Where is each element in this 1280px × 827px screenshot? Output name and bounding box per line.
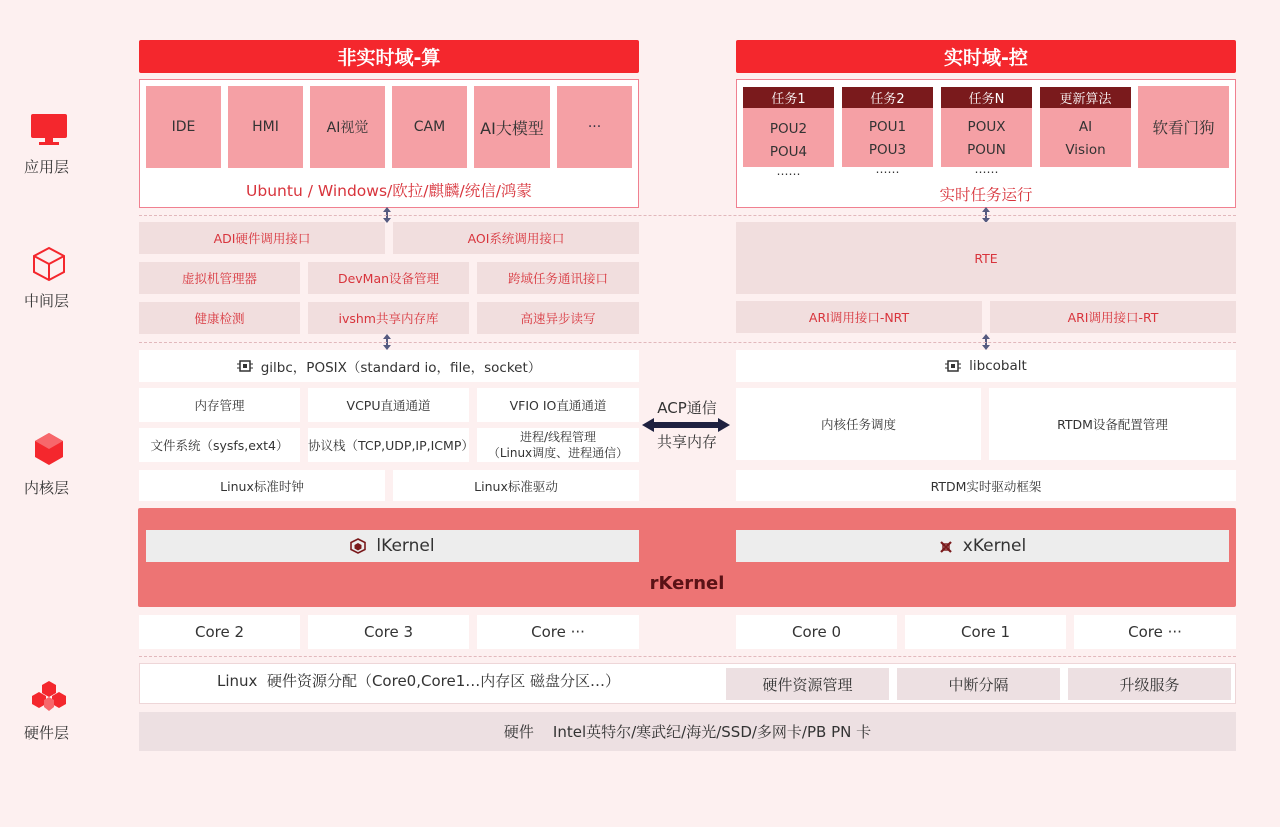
non-realtime-domain-header: 非实时域-算 xyxy=(139,40,639,73)
cubes-cluster-icon xyxy=(28,680,70,712)
app-layer-label: 应用层 xyxy=(24,158,70,176)
hardware-box: 硬件 Intel英特尔/寒武纪/海光/SSD/多网卡/PB PN 卡 xyxy=(139,712,1236,751)
kernel-box: RTDM设备配置管理 xyxy=(989,388,1236,460)
ari-box: ARI调用接口-RT xyxy=(990,301,1236,333)
task-item: POUN xyxy=(967,142,1006,158)
cube-outline-icon xyxy=(32,246,66,282)
mw-box: ivshm共享内存库 xyxy=(308,302,469,334)
rkernel-label: rKernel xyxy=(649,572,725,594)
task-item: POUX xyxy=(967,119,1006,135)
kernel-box: VFIO IO直通通道 xyxy=(477,388,639,422)
hw-service-box: 升级服务 xyxy=(1068,668,1231,700)
task-item: POU2 xyxy=(769,121,808,137)
process-mgmt-label: 进程/线程管理 xyxy=(519,430,597,444)
app-tile: AI视觉 xyxy=(310,86,385,168)
app-tile: IDE xyxy=(146,86,221,168)
kernel-box: 协议栈（TCP,UDP,IP,ICMP） xyxy=(308,428,469,462)
kernel-box: 内存管理 xyxy=(139,388,300,422)
hw-service-box: 硬件资源管理 xyxy=(726,668,889,700)
acp-label: ACP通信 xyxy=(657,398,717,417)
libc-box xyxy=(139,350,639,382)
realtime-domain-header: 实时域-控 xyxy=(736,40,1236,73)
task-item: Vision xyxy=(1065,142,1106,158)
mw-box: 虚拟机管理器 xyxy=(139,262,300,294)
task-body xyxy=(1040,108,1131,167)
rte-box: RTE xyxy=(736,222,1236,294)
core-box: Core 3 xyxy=(308,615,469,649)
kernel-cube-icon xyxy=(350,538,366,554)
task-body xyxy=(941,108,1032,176)
core-box: Core 2 xyxy=(139,615,300,649)
mw-box: 健康检测 xyxy=(139,302,300,334)
rtdm-box: RTDM实时驱动框架 xyxy=(736,470,1236,501)
divider xyxy=(139,656,1236,657)
libcobalt-box xyxy=(736,350,1236,382)
double-arrow-icon xyxy=(642,417,730,431)
hw-service-box: 中断分隔 xyxy=(897,668,1060,700)
core-box: Core 1 xyxy=(905,615,1066,649)
mw-box: AOI系统调用接口 xyxy=(393,222,639,254)
divider xyxy=(139,342,1236,343)
process-mgmt-sub: （Linux调度、进程通信） xyxy=(487,446,629,460)
hardware-layer-label: 硬件层 xyxy=(24,724,70,742)
chip-icon xyxy=(945,359,961,373)
app-layer-icon xyxy=(29,112,69,146)
soft-watchdog-tile: 软看门狗 xyxy=(1138,86,1229,168)
app-tile: HMI xyxy=(228,86,303,168)
lkernel-box xyxy=(146,530,639,562)
task-item: POU4 xyxy=(769,144,808,160)
task-header: 任务N xyxy=(941,87,1032,108)
kernel-box xyxy=(477,428,639,462)
task-item: POU3 xyxy=(868,142,907,158)
xkernel-label: xKernel xyxy=(962,536,1027,556)
lkernel-label: lKernel xyxy=(376,536,435,556)
libcobalt-label: libcobalt xyxy=(969,358,1027,374)
realtime-task-run-label: 实时任务运行 xyxy=(939,186,1033,204)
os-list: Ubuntu / Windows/欧拉/麒麟/统信/鸿蒙 xyxy=(246,182,532,200)
mw-box: 跨域任务通讯接口 xyxy=(477,262,639,294)
kernel-box: Linux标准驱动 xyxy=(393,470,639,501)
task-body xyxy=(743,108,834,178)
core-box: Core 0 xyxy=(736,615,897,649)
task-item: POU1 xyxy=(868,119,907,135)
app-tile: CAM xyxy=(392,86,467,168)
xkernel-box xyxy=(736,530,1229,562)
mw-box: DevMan设备管理 xyxy=(308,262,469,294)
task-more: …… xyxy=(875,162,900,176)
kernel-box: Linux标准时钟 xyxy=(139,470,385,501)
libc-label: gilbc，POSIX（standard io，file，socket） xyxy=(260,360,542,376)
task-more: …… xyxy=(974,162,999,176)
shared-memory-label: 共享内存 xyxy=(656,432,717,451)
xkernel-icon xyxy=(939,539,953,553)
kernel-layer-label: 内核层 xyxy=(24,479,70,497)
divider xyxy=(139,215,1236,216)
core-box: Core ··· xyxy=(477,615,639,649)
kernel-box: 内核任务调度 xyxy=(736,388,981,460)
app-tile: AI大模型 xyxy=(474,86,550,168)
task-header: 任务1 xyxy=(743,87,834,108)
app-tile: ··· xyxy=(557,86,632,168)
ari-box: ARI调用接口-NRT xyxy=(736,301,982,333)
task-body xyxy=(842,108,933,176)
cube-solid-icon xyxy=(34,432,64,466)
task-header: 更新算法 xyxy=(1040,87,1131,108)
hw-alloc-label: Linux 硬件资源分配（Core0,Core1…内存区 磁盘分区…） xyxy=(217,672,621,690)
task-header: 任务2 xyxy=(842,87,933,108)
kernel-box: VCPU直通通道 xyxy=(308,388,469,422)
task-item: AI xyxy=(1078,119,1093,135)
middle-layer-label: 中间层 xyxy=(24,292,70,310)
core-box: Core ··· xyxy=(1074,615,1236,649)
chip-icon xyxy=(237,359,253,373)
kernel-box: 文件系统（sysfs,ext4） xyxy=(139,428,300,462)
mw-box: ADI硬件调用接口 xyxy=(139,222,385,254)
mw-box: 高速异步读写 xyxy=(477,302,639,334)
task-more: …… xyxy=(776,164,801,178)
